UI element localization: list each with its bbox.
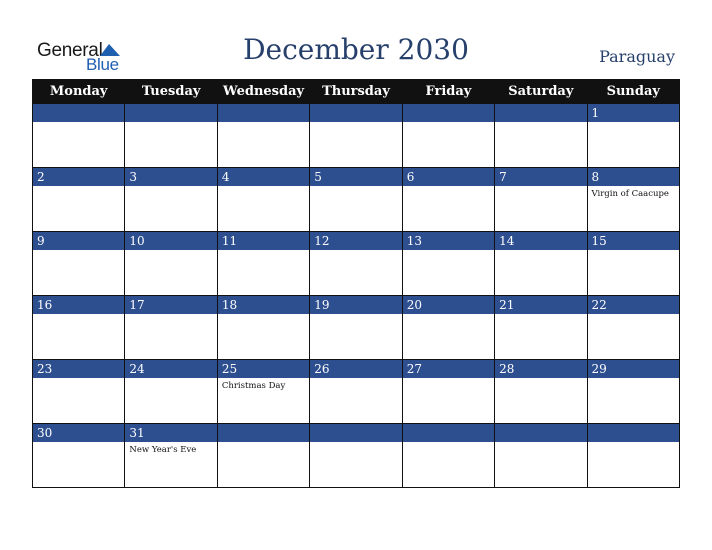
day-number: 5 [310, 168, 401, 186]
day-cell [587, 424, 679, 488]
weekday-header: Wednesday [217, 80, 309, 104]
day-number: 8 [588, 168, 679, 186]
day-number: 18 [218, 296, 309, 314]
day-cell [495, 424, 587, 488]
day-number: 12 [310, 232, 401, 250]
day-number [403, 424, 494, 442]
day-cell [217, 104, 309, 168]
day-cell [125, 232, 217, 296]
week-row [33, 296, 680, 360]
day-cell [402, 168, 494, 232]
weekday-header: Tuesday [125, 80, 217, 104]
holiday-label: New Year's Eve [129, 445, 197, 455]
weekday-header: Monday [33, 80, 125, 104]
day-cell [587, 168, 679, 232]
day-cell [495, 296, 587, 360]
day-cell [587, 232, 679, 296]
day-cell [310, 104, 402, 168]
day-number [588, 424, 679, 442]
day-number [125, 104, 216, 122]
day-cell [402, 296, 494, 360]
day-number: 26 [310, 360, 401, 378]
day-number: 6 [403, 168, 494, 186]
day-cell [217, 424, 309, 488]
day-number: 3 [125, 168, 216, 186]
day-cell [217, 360, 309, 424]
logo-general-text: General [37, 40, 103, 61]
day-cell [33, 296, 125, 360]
day-cell [402, 424, 494, 488]
day-number [403, 104, 494, 122]
month-calendar [32, 79, 680, 488]
day-cell [125, 424, 217, 488]
country-label: Paraguay [599, 47, 675, 66]
day-number: 9 [33, 232, 124, 250]
day-cell [402, 104, 494, 168]
day-cell [217, 296, 309, 360]
weekday-header-row [33, 80, 680, 104]
day-number: 13 [403, 232, 494, 250]
day-cell [33, 168, 125, 232]
day-cell [33, 232, 125, 296]
weekday-header: Sunday [587, 80, 679, 104]
day-cell [310, 360, 402, 424]
day-number: 24 [125, 360, 216, 378]
calendar-title: December 2030 [243, 33, 469, 66]
day-number: 25 [218, 360, 309, 378]
week-row [33, 168, 680, 232]
day-cell [402, 232, 494, 296]
day-number: 15 [588, 232, 679, 250]
day-number [495, 104, 586, 122]
day-number: 14 [495, 232, 586, 250]
day-cell [33, 360, 125, 424]
day-cell [33, 424, 125, 488]
day-number: 1 [588, 104, 679, 122]
day-cell [125, 168, 217, 232]
week-row [33, 424, 680, 488]
day-number [33, 104, 124, 122]
day-number [218, 424, 309, 442]
weekday-header: Thursday [310, 80, 402, 104]
day-number: 20 [403, 296, 494, 314]
logo-blue-text: Blue [86, 55, 119, 74]
day-number: 19 [310, 296, 401, 314]
day-number: 28 [495, 360, 586, 378]
day-cell [217, 168, 309, 232]
day-cell [33, 104, 125, 168]
week-row [33, 360, 680, 424]
day-number [218, 104, 309, 122]
day-cell [587, 360, 679, 424]
day-cell [125, 104, 217, 168]
day-cell [310, 232, 402, 296]
day-number: 22 [588, 296, 679, 314]
day-number: 7 [495, 168, 586, 186]
day-cell [310, 424, 402, 488]
week-row [33, 232, 680, 296]
day-cell [495, 104, 587, 168]
day-number: 4 [218, 168, 309, 186]
day-cell [495, 360, 587, 424]
weekday-header: Friday [402, 80, 494, 104]
day-cell [310, 168, 402, 232]
day-number: 21 [495, 296, 586, 314]
day-cell [587, 104, 679, 168]
day-cell [402, 360, 494, 424]
day-cell [125, 360, 217, 424]
day-number: 11 [218, 232, 309, 250]
day-number: 29 [588, 360, 679, 378]
day-number: 27 [403, 360, 494, 378]
day-cell [310, 296, 402, 360]
day-number: 30 [33, 424, 124, 442]
day-cell [495, 232, 587, 296]
weekday-header: Saturday [495, 80, 587, 104]
day-cell [587, 296, 679, 360]
day-number: 2 [33, 168, 124, 186]
day-number: 31 [125, 424, 216, 442]
holiday-label: Christmas Day [221, 381, 286, 391]
day-number: 23 [33, 360, 124, 378]
day-number [495, 424, 586, 442]
week-row [33, 104, 680, 168]
day-number: 17 [125, 296, 216, 314]
day-number [310, 424, 401, 442]
day-cell [495, 168, 587, 232]
holiday-label: Virgin of Caacupe [591, 189, 669, 199]
day-number: 16 [33, 296, 124, 314]
day-number: 10 [125, 232, 216, 250]
day-cell [217, 232, 309, 296]
day-cell [125, 296, 217, 360]
day-number [310, 104, 401, 122]
